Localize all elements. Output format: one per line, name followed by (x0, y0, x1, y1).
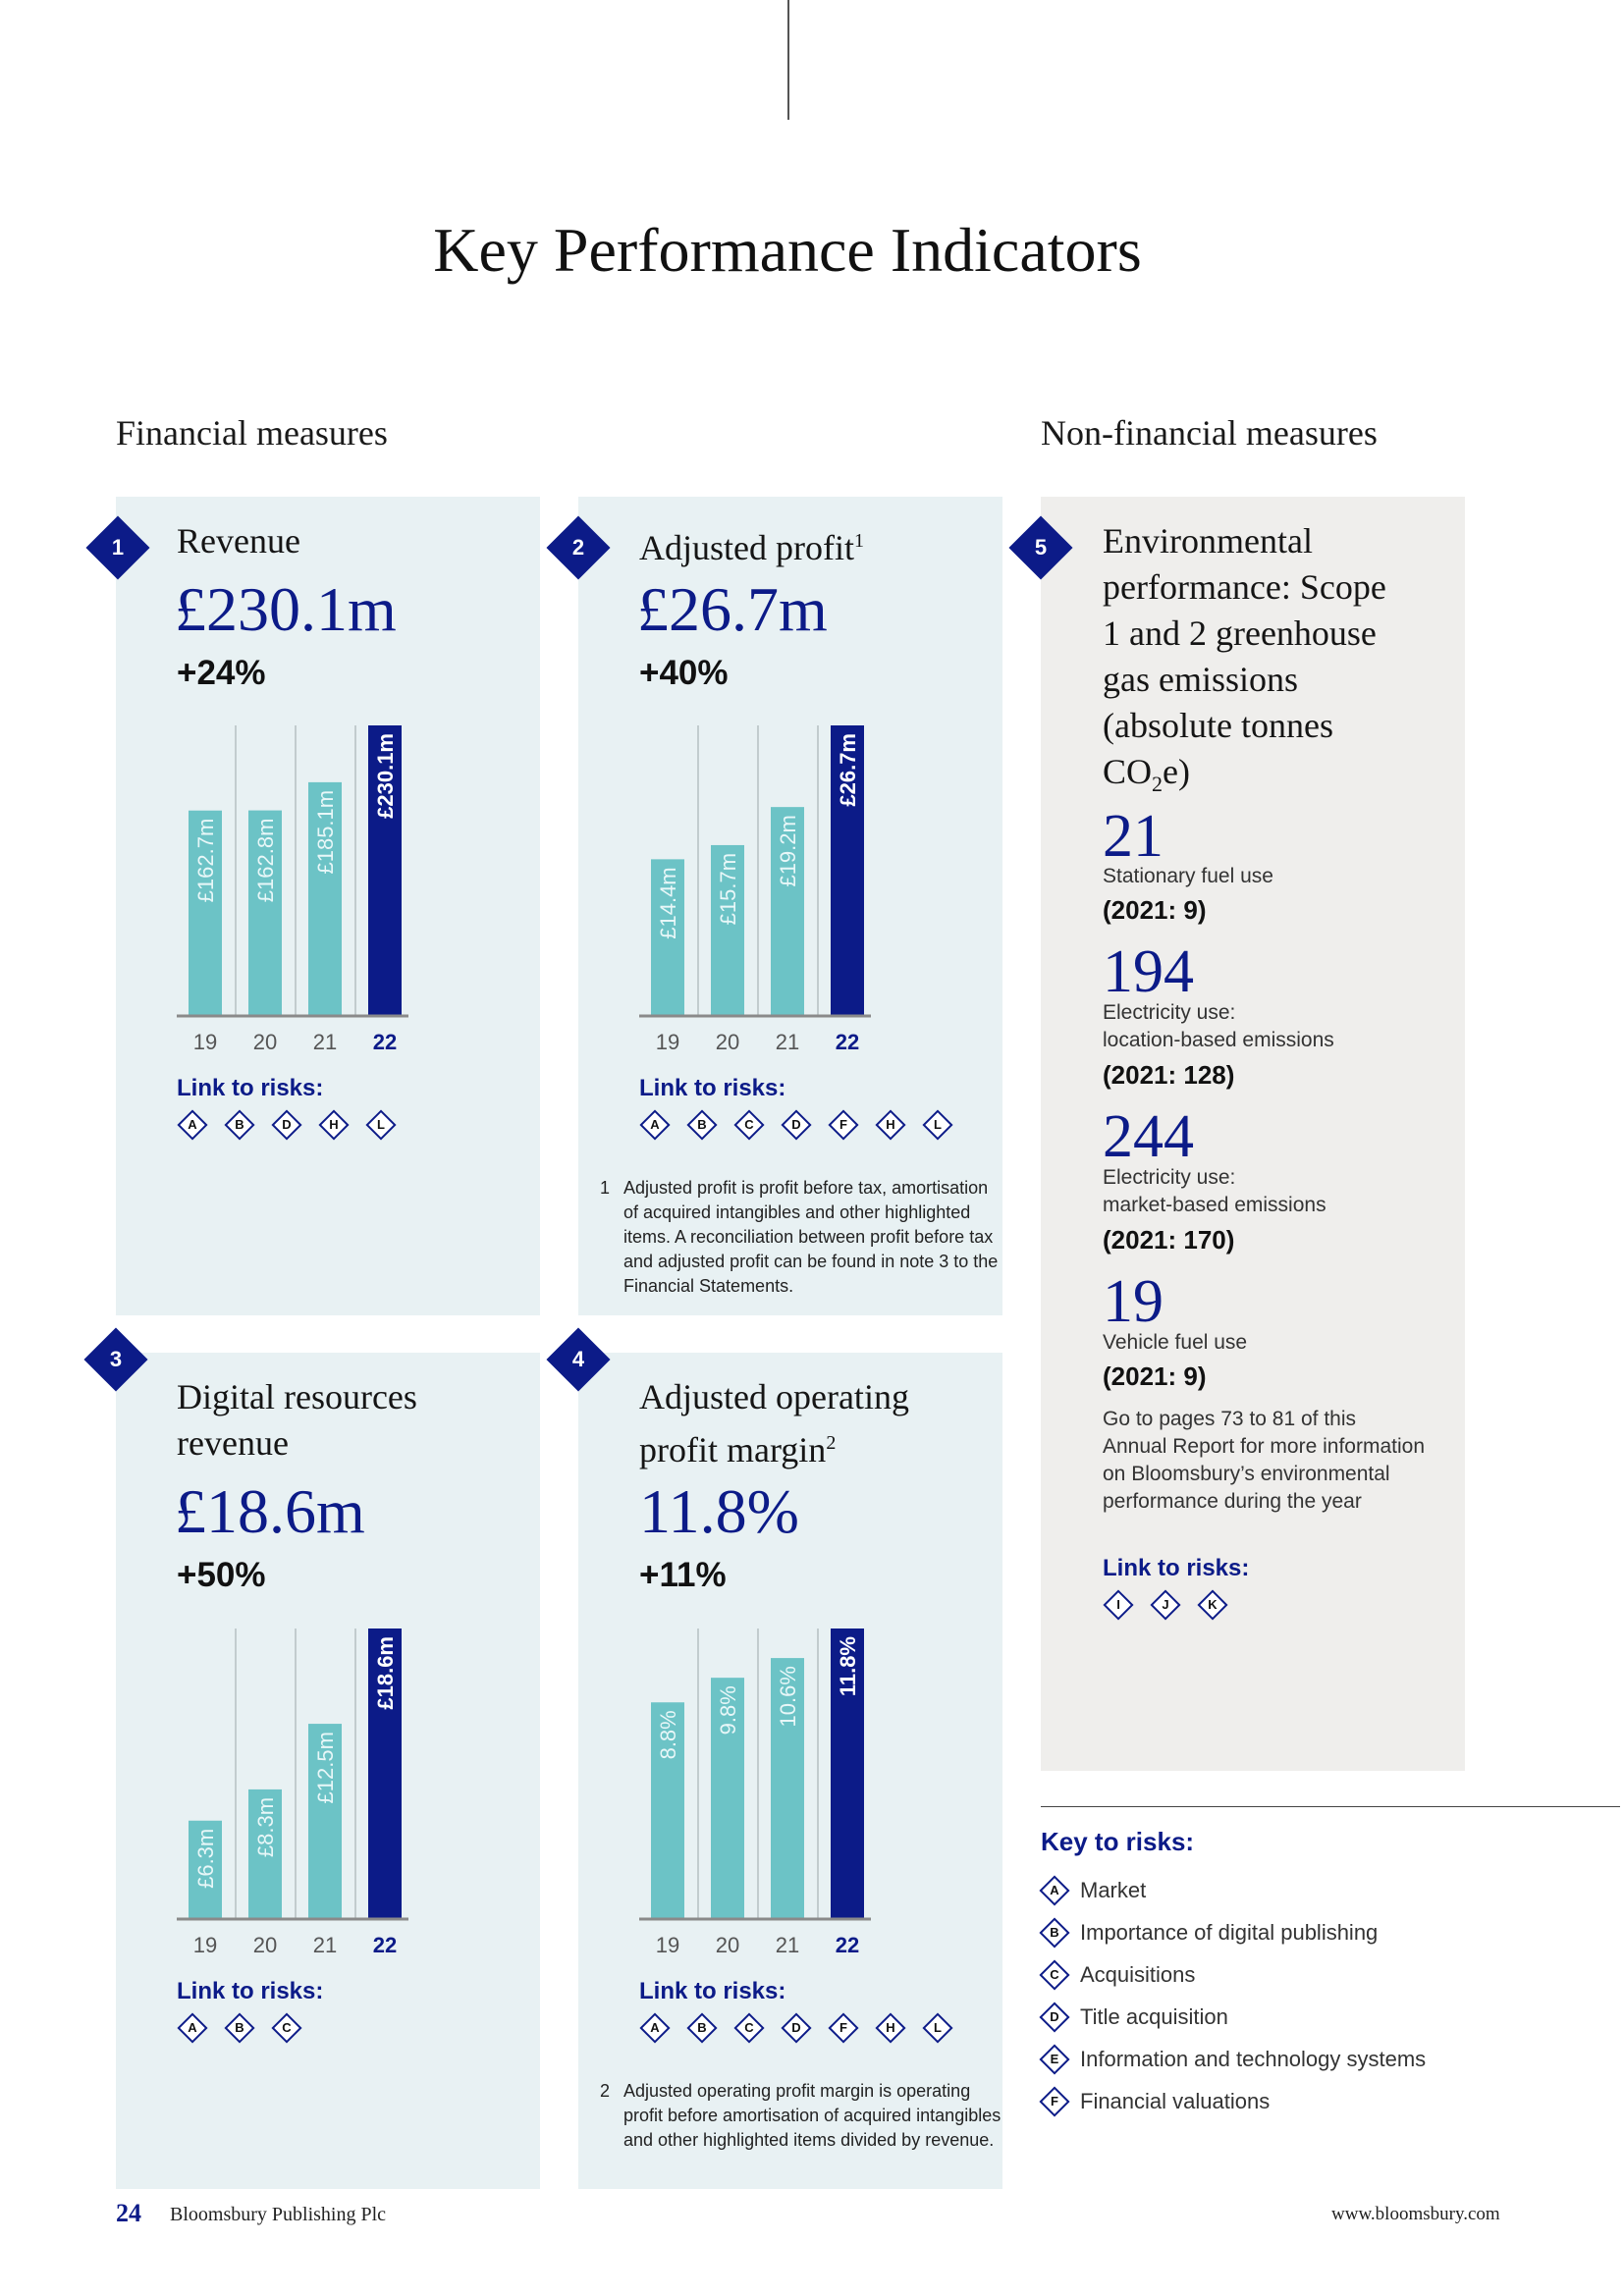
key-to-risks-label: Key to risks: (1041, 1827, 1195, 1856)
kpi-title: Adjusted operating profit margin$^2$ (639, 1377, 909, 1469)
risk-diamond-d (783, 2014, 810, 2042)
risk-letter: B (1050, 1924, 1059, 1940)
x-tick-label: 19 (655, 1030, 680, 1054)
risk-key-item (1041, 1869, 1591, 1911)
risk-letter: H (329, 1117, 339, 1132)
bar-label: £18.6m (373, 1636, 398, 1710)
risk-diamond-d (273, 1111, 300, 1139)
risk-key-text: Information and technology systems (1080, 2046, 1427, 2071)
link-to-risks-label: Link to risks: (177, 1978, 324, 2004)
risk-diamond-b (688, 2014, 716, 2042)
page-title: Key Performance Indicators (433, 215, 1142, 285)
risk-letter: D (791, 1117, 801, 1132)
risk-letter: A (1050, 1882, 1059, 1897)
risk-key-item (1041, 2080, 1591, 2122)
kpi-number: 5 (1034, 535, 1048, 560)
footnote-text: Adjusted operating profit margin is operating profit before amortisation of acquired intangibles and other highlighted items divided by revenue. (623, 2081, 1001, 2150)
operating-margin-bar-chart (639, 1625, 885, 1958)
env-metric-label: Electricity use: (1103, 1166, 1236, 1189)
env-metric-prior: (2021: 9) (1103, 1362, 1207, 1391)
title-line: (absolute tonnes (1103, 706, 1333, 745)
digital-revenue-bar-chart (177, 1625, 422, 1958)
kpi-title: Revenue (177, 521, 300, 561)
website-link[interactable]: www.bloomsbury.com (1331, 2204, 1500, 2224)
kpi-title: Digital resources revenue (177, 1377, 417, 1463)
env-metric-prior: (2021: 9) (1103, 895, 1207, 925)
risk-diamond-h (877, 2014, 904, 2042)
x-tick-label: 19 (655, 1933, 680, 1957)
kpi-number: 2 (571, 535, 585, 560)
risk-letter: H (886, 2020, 895, 2035)
risk-diamond-b (226, 1111, 253, 1139)
title-line: Environmental (1103, 521, 1313, 561)
risk-diamond-f (830, 1111, 857, 1139)
risk-diamond-b (688, 1111, 716, 1139)
x-tick-label: 21 (312, 1030, 338, 1054)
kpi-value: £18.6m (175, 1476, 365, 1546)
env-metric-label: Vehicle fuel use (1103, 1331, 1248, 1354)
title-line-co2: $CO_2e$) (1103, 752, 1190, 797)
footnote-number: 2 (600, 2081, 611, 2101)
risk-diamond-b (1041, 1919, 1068, 1947)
env-metric-label: Stationary fuel use (1103, 865, 1273, 887)
environment-title (1103, 518, 1456, 807)
title-line: 1 and 2 greenhouse (1103, 614, 1377, 653)
kpi-number: 1 (111, 535, 125, 560)
top-divider (787, 0, 789, 120)
kpi-change: +24% (177, 654, 266, 692)
key-divider (1041, 1806, 1620, 1807)
risk-letter: L (377, 1117, 385, 1132)
footnote-text: Adjusted profit is profit before tax, amortisation of acquired intangibles and other highlighted items. A reconciliation between profit before tax and adjusted profit can be found in note 3 to the Financial Statements. (623, 1178, 999, 1296)
risk-letter: D (1050, 2008, 1059, 2024)
footnote-marker: 1 (853, 530, 864, 552)
x-tick-label: 21 (775, 1933, 800, 1957)
risk-letter: D (282, 1117, 292, 1132)
x-tick-label: 21 (775, 1030, 800, 1054)
risk-links (1105, 1591, 1246, 1624)
risk-diamond-l (924, 1111, 951, 1139)
risk-letter: C (744, 1117, 754, 1132)
risk-letter: B (697, 2020, 707, 2035)
bar-label: £26.7m (836, 733, 860, 807)
bar-label: £14.4m (656, 867, 680, 939)
x-tick-label: 19 (192, 1030, 218, 1054)
bar-label: £15.7m (716, 852, 740, 926)
risk-letter: B (235, 1117, 244, 1132)
footnote-number: 1 (600, 1178, 611, 1198)
title-line: gas emissions (1103, 660, 1299, 699)
env-metric-value: 21 (1103, 803, 1164, 870)
kpi-change: +11% (639, 1556, 727, 1594)
risk-letter: H (886, 1117, 895, 1132)
page-number: 24 (116, 2199, 141, 2227)
x-tick-label: 22 (835, 1030, 860, 1054)
env-metric-value: 194 (1103, 938, 1194, 1005)
x-tick-label: 20 (715, 1933, 740, 1957)
x-tick-label: 20 (252, 1030, 278, 1054)
risk-diamond-h (877, 1111, 904, 1139)
risk-diamond-e (1041, 2046, 1068, 2073)
risk-diamond-c (735, 1111, 763, 1139)
risk-diamond-a (641, 1111, 669, 1139)
footnote-marker: 2 (826, 1432, 837, 1454)
env-metric-value: 244 (1103, 1103, 1194, 1170)
risk-diamond-k (1199, 1591, 1226, 1619)
kpi-title: Adjusted profit$^1$ (639, 528, 864, 567)
risk-letter: J (1162, 1597, 1169, 1612)
env-metric-prior: (2021: 170) (1103, 1225, 1235, 1255)
risk-key-text: Acquisitions (1080, 1961, 1196, 1987)
risk-letter: D (791, 2020, 801, 2035)
nonfinancial-heading: Non-financial measures (1041, 413, 1378, 453)
risk-links (641, 2014, 971, 2047)
risk-letter: B (697, 1117, 707, 1132)
x-tick-label: 22 (835, 1933, 860, 1957)
risk-diamond-l (924, 2014, 951, 2042)
risk-key-text: Financial valuations (1080, 2088, 1271, 2113)
env-metric-label: location-based emissions (1103, 1029, 1334, 1051)
risk-diamond-h (320, 1111, 348, 1139)
risk-diamond-c (1041, 1961, 1068, 1989)
risk-diamond-f (1041, 2088, 1068, 2115)
env-metric-prior: (2021: 128) (1103, 1060, 1235, 1090)
risk-diamond-d (783, 1111, 810, 1139)
env-metric-label: market-based emissions (1103, 1194, 1326, 1216)
env-metric-value: 19 (1103, 1268, 1164, 1335)
x-tick-label: 22 (372, 1030, 398, 1054)
risk-diamond-a (641, 2014, 669, 2042)
kpi-number: 3 (109, 1347, 123, 1371)
publisher-name: Bloomsbury Publishing Plc (170, 2204, 387, 2225)
risk-diamond-l (367, 1111, 395, 1139)
bar-label: £6.3m (193, 1828, 218, 1889)
x-tick-label: 20 (715, 1030, 740, 1054)
adjusted-profit-bar-chart (639, 721, 885, 1055)
risk-letter: F (1051, 2093, 1058, 2109)
risk-letter: F (839, 2020, 847, 2035)
kpi-number: 4 (571, 1347, 585, 1371)
risk-letter: K (1208, 1597, 1218, 1612)
risk-diamond-i (1105, 1591, 1132, 1619)
risk-letter: F (839, 1117, 847, 1132)
risk-links (179, 1111, 414, 1144)
x-tick-label: 20 (252, 1933, 278, 1957)
title-line: performance: Scope (1103, 567, 1386, 607)
risk-links (641, 1111, 971, 1144)
risk-diamond-d (1041, 2003, 1068, 2031)
risk-letter: L (934, 1117, 942, 1132)
risk-diamond-a (179, 1111, 206, 1139)
bar-label: £12.5m (313, 1732, 338, 1804)
risk-key-text: Market (1080, 1877, 1147, 1902)
kpi-value: 11.8% (639, 1476, 799, 1546)
risk-diamond-c (273, 2014, 300, 2042)
risk-key-item (1041, 2038, 1591, 2080)
bar-label: £185.1m (313, 789, 338, 875)
bar-label: £230.1m (373, 733, 398, 819)
risk-diamond-f (830, 2014, 857, 2042)
risk-letter: C (744, 2020, 754, 2035)
risk-letter: A (188, 2020, 197, 2035)
environment-note: Go to pages 73 to 81 of this Annual Report for more information on Bloomsbury’s environmental performance during the year (1103, 1408, 1425, 1513)
risk-diamond-c (735, 2014, 763, 2042)
risk-diamond-b (226, 2014, 253, 2042)
bar-label: 10.6% (776, 1666, 800, 1728)
x-tick-label: 21 (312, 1933, 338, 1957)
kpi-value: £26.7m (637, 574, 828, 644)
risk-letter: E (1050, 2051, 1059, 2066)
link-to-risks-label: Link to risks: (1103, 1555, 1250, 1581)
risk-letter: A (188, 1117, 197, 1132)
bar-label: £8.3m (253, 1796, 278, 1858)
link-to-risks-label: Link to risks: (177, 1075, 324, 1101)
kpi-change: +40% (639, 654, 729, 692)
financial-heading: Financial measures (116, 413, 388, 453)
risk-letter: A (650, 2020, 660, 2035)
x-tick-label: 22 (372, 1933, 398, 1957)
bar-label: 8.8% (656, 1710, 680, 1760)
risk-diamond-a (1041, 1877, 1068, 1904)
risk-links (179, 2014, 320, 2047)
bar-label: 11.8% (836, 1636, 860, 1697)
risk-letter: A (650, 1117, 660, 1132)
risk-letter: C (282, 2020, 292, 2035)
risk-key-text: Importance of digital publishing (1080, 1919, 1379, 1945)
bar-label: 9.8% (716, 1685, 740, 1735)
kpi-change: +50% (177, 1556, 266, 1594)
risk-letter: I (1116, 1597, 1120, 1612)
link-to-risks-label: Link to risks: (639, 1978, 786, 2004)
risk-key-item (1041, 1953, 1591, 1996)
x-tick-label: 19 (192, 1933, 218, 1957)
bar-label: £19.2m (776, 815, 800, 887)
risk-diamond-j (1152, 1591, 1179, 1619)
env-metric-label: Electricity use: (1103, 1001, 1236, 1024)
bar-label: £162.8m (253, 818, 278, 903)
risk-letter: C (1050, 1966, 1059, 1982)
bar-label: £162.7m (193, 818, 218, 903)
risk-letter: B (235, 2020, 244, 2035)
risk-diamond-a (179, 2014, 206, 2042)
risk-key-item (1041, 1911, 1591, 1953)
risk-key-text: Title acquisition (1080, 2003, 1228, 2029)
risk-key-list (1041, 1869, 1591, 2122)
kpi-value: £230.1m (175, 574, 397, 644)
revenue-bar-chart (177, 721, 422, 1055)
risk-letter: L (934, 2020, 942, 2035)
link-to-risks-label: Link to risks: (639, 1075, 786, 1101)
risk-key-item (1041, 1996, 1591, 2038)
